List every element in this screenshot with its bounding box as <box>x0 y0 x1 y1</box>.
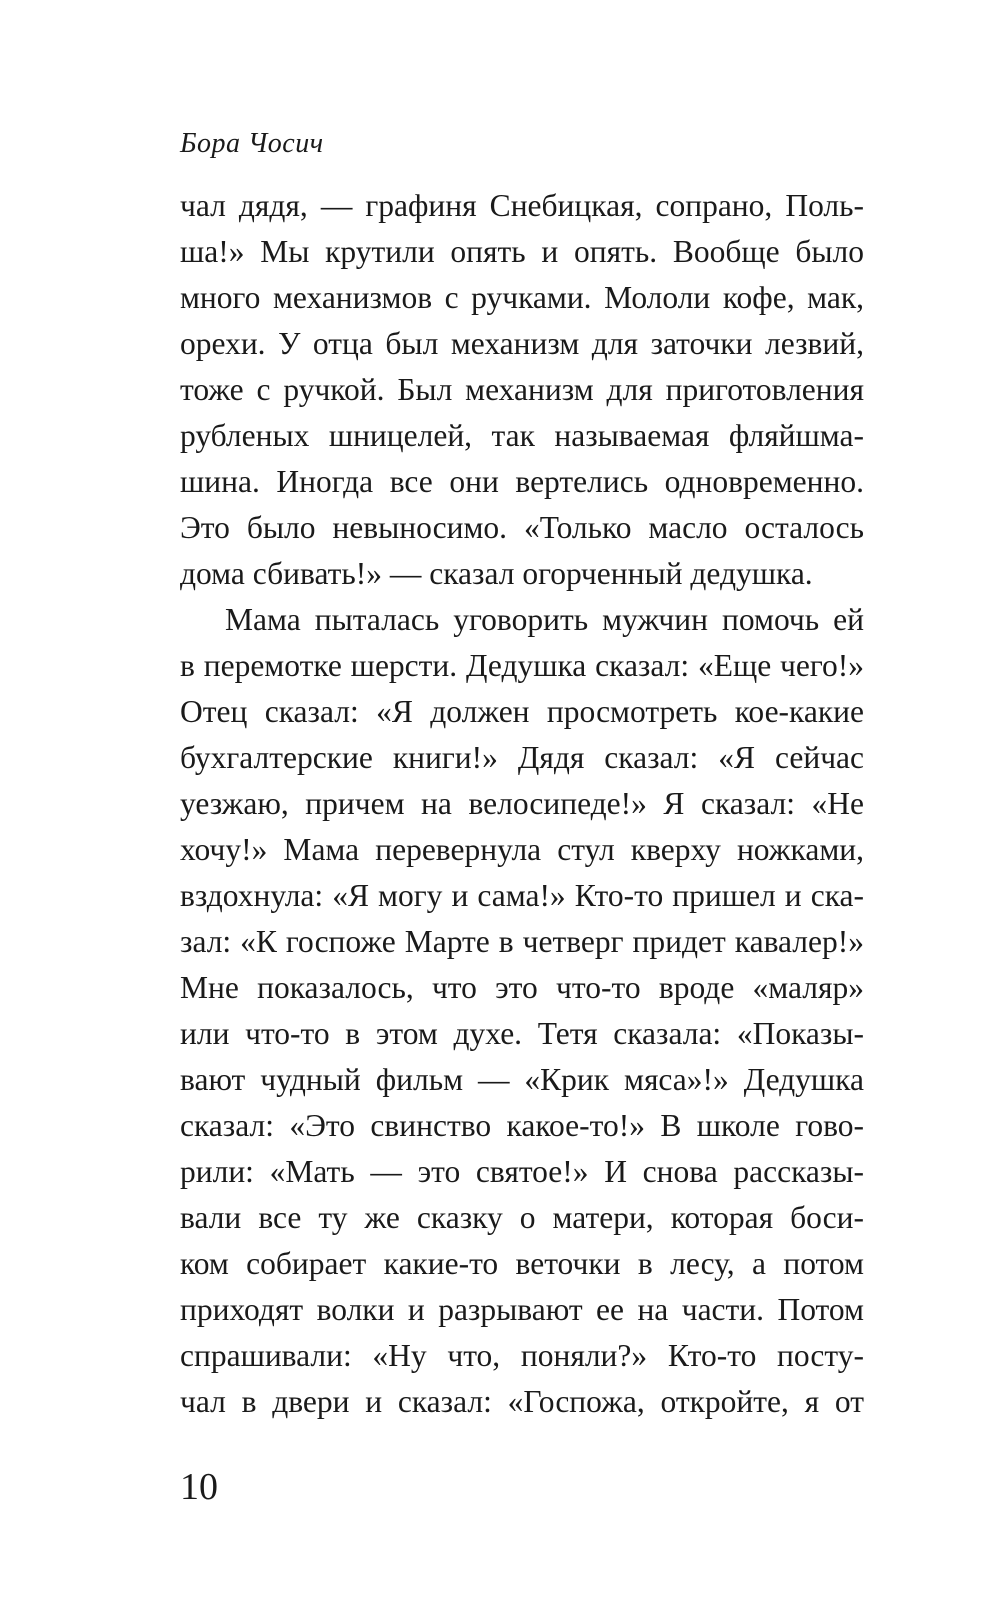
text-line: вали все ту же сказку о матери, которая боси- <box>180 1200 864 1235</box>
text-line: или что-то в этом духе. Тетя сказала: «Показы- <box>180 1016 864 1051</box>
text-line: шина. Иногда все они вертелись одновременно. <box>180 464 864 499</box>
text-line: сказал: «Это свинство какое-то!» В школе гово- <box>180 1108 864 1143</box>
text-line: спрашивали: «Ну что, поняли?» Кто-то посту- <box>180 1338 864 1373</box>
text-line: рили: «Мать — это святое!» И снова рассказы- <box>180 1154 864 1189</box>
text-line: в перемотке шерсти. Дедушка сказал: «Еще чего!» <box>180 648 864 683</box>
text-line: дома сбивать!» — сказал огорченный дедушка. <box>180 556 813 591</box>
text-line: тоже с ручкой. Был механизм для приготовления <box>180 372 864 407</box>
text-line: много механизмов с ручками. Мололи кофе, мак, <box>180 280 864 315</box>
page-number: 10 <box>180 1466 218 1508</box>
body-text <box>180 183 864 1425</box>
text-line: чал в двери и сказал: «Госпожа, откройте, я от <box>180 1384 864 1419</box>
text-line: Мама пыталась уговорить мужчин помочь ей <box>225 602 864 637</box>
text-line: ком собирает какие-то веточки в лесу, а потом <box>180 1246 864 1281</box>
text-line: зал: «К госпоже Марте в четверг придет кавалер!» <box>180 924 864 959</box>
text-line: Мне показалось, что это что-то вроде «маляр» <box>180 970 864 1005</box>
text-line: Отец сказал: «Я должен просмотреть кое-какие <box>180 694 864 729</box>
text-line: приходят волки и разрывают ее на части. Потом <box>180 1292 864 1327</box>
text-line: уезжаю, причем на велосипеде!» Я сказал: «Не <box>180 786 864 821</box>
text-line: вают чудный фильм — «Крик мяса»!» Дедушка <box>180 1062 864 1097</box>
text-line: орехи. У отца был механизм для заточки лезвий, <box>180 326 864 361</box>
text-line: бухгалтерские книги!» Дядя сказал: «Я сейчас <box>180 740 864 775</box>
text-line: Это было невыносимо. «Только масло осталось <box>180 510 864 545</box>
text-line: чал дядя, — графиня Снебицкая, сопрано, Поль- <box>180 188 864 223</box>
text-line: хочу!» Мама перевернула стул кверху ножками, <box>180 832 864 867</box>
text-line: ша!» Мы крутили опять и опять. Вообще было <box>180 234 864 269</box>
text-line: рубленых шницелей, так называемая фляйшма- <box>180 418 864 453</box>
running-head: Бора Чосич <box>180 128 324 159</box>
text-line: вздохнула: «Я могу и сама!» Кто-то пришел и ска- <box>180 878 864 913</box>
